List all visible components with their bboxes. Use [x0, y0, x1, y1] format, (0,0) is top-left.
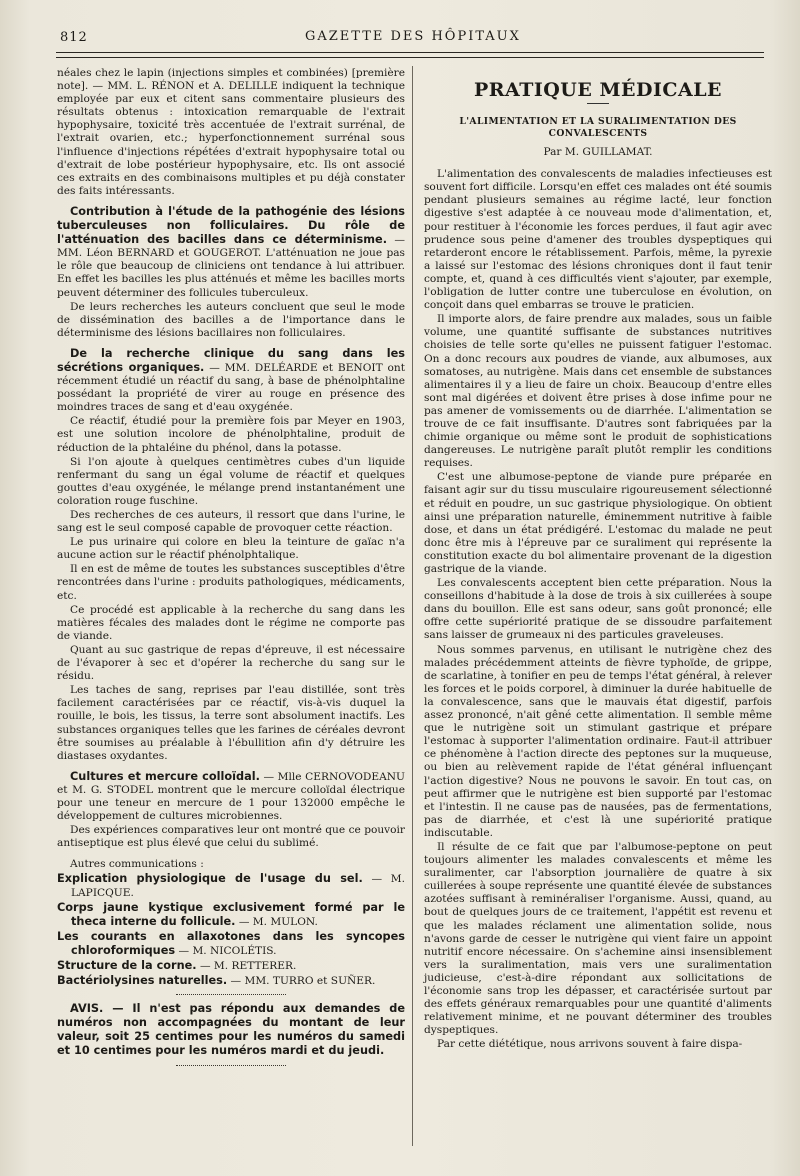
paragraph: Ce réactif, étudié pour la première fois par Meyer en 1903, est une solution incolore de phénolphtaline, produit de réduction de la phtaléine du phénol, dans la potasse. [57, 415, 405, 454]
paragraph [57, 205, 405, 300]
notice-paragraph [57, 1002, 405, 1058]
notice-text: — Il n'est pas répondu aux demandes de numéros non accompagnées du montant de leur valeur, soit 25 centimes pour les numéros du samedi et 10 centimes pour les numéros mardi et du jeudi. [57, 1002, 405, 1058]
communication-author: — M. NICOLÉTIS. [175, 944, 277, 957]
article-title: L'ALIMENTATION ET LA SURALIMENTATION DES CONVALESCENTS [459, 116, 737, 140]
left-column [57, 67, 405, 1073]
paragraph: De leurs recherches les auteurs concluent que seul le mode de dissémination des bacilles a de l'importance dans le déterminisme des lésions bacillaires non folliculaires. [57, 300, 405, 339]
notice-label: AVIS. [70, 1002, 104, 1016]
header-rule [56, 52, 764, 53]
paragraph: Il importe alors, de faire prendre aux malades, sous un faible volume, une quantité suffisante de substances nutritives choisies de telle sorte qu'elles ne puissent fatiguer l'estomac. On a donc recours aux poudres de viande, aux albumoses, aux somatoses, au nutrigène. Mais dans cet ensemble de substances alimentaires il y a lieu de faire un choix. Beaucoup d'entre elles sont mal digérées et doivent être prises à dose infime pour ne pas amener de vomissements ou de diarrhée. L'alimentation se trouve de ce fait insuffisante. D'autres sont fabriquées par la chimie organique ou même sont le produit de sophistications dangereuses. Le nutrigène paraît plutôt remplir les conditions requises. [424, 313, 772, 470]
paragraph: Les convalescents acceptent bien cette préparation. Nous la conseillons d'habitude à la dose de trois à six cuillerées à soupe dans du bouillon. Elle est sans odeur, sans goût prononcé; elle offre cette supériorité pratique de se dissoudre parfaitement sans laisser de grumeaux ni des particules graveleuses. [424, 577, 772, 642]
paragraph: Le pus urinaire qui colore en bleu la teinture de gaïac n'a aucune action sur le réactif phénolphtalique. [57, 536, 405, 562]
communication-title: Explication physiologique de l'usage du sel. [57, 872, 363, 886]
communication-title: Les courants en allaxotones dans les syncopes chloroformiques [57, 929, 405, 957]
paragraph: Quant au suc gastrique de repas d'épreuve, il est nécessaire de l'évaporer à sec et d'opérer la recherche du sang sur le résidu. [57, 643, 405, 683]
paragraph: Des expériences comparatives leur ont montré que ce pouvoir antiseptique est plus élevé que celui du sublimé. [57, 824, 405, 850]
communication-author: — M. LAPICQUE. [71, 873, 406, 899]
paragraph-text: — Mlle CERNOVODEANU et M. G. STODEL montrent que le mercure colloïdal électrique pour une teneur en mercure de 1 pour 132000 empêche le développement de cultures microbiennes. [57, 770, 405, 823]
paragraph: Il résulte de ce fait que par l'albumose-peptone on peut toujours alimenter les malades convalescents et même les suralimenter, car l'absorption journalière de quatre à six cuillerées à soupe représente une quantité élevée de substances azotées suffisant à reminéraliser l'organisme. Aussi, quand, au bout de quelques jours de ce traitement, l'appétit est revenu et que les malades réclament une alimentation solide, nous n'avons garde de cesser le nutrigène qui vient faire un appoint nutritif encore nécessaire. On s'achemine ainsi insensiblement vers la suralimentation, mais vers une suralimentation judicieuse, c'est-à-dire répondant aux sollicitations de l'économie sans trop les dépasser, et caractérisée surtout par des effets généraux remarquables pour une quantité d'aliments relativement minime, et ne pouvant déterminer des troubles dyspeptiques. [424, 840, 772, 1037]
communication-title: Corps jaune kystique exclusivement formé par le theca interne du follicule. [57, 900, 405, 928]
paragraph [57, 347, 405, 414]
paragraph [57, 67, 405, 198]
paragraph-text: néales chez le lapin (injections simples et combinées) [première note]. — MM. L. RÉNON et A. DELILLE indiquent la technique employée par eux et citent sans commentaire plusieurs des résultats obtenus : intoxication remarquable de l'extrait hypophysaire, toxicité très accentuée de l'extrait surrénal, de l'extrait ovarien, etc.; hyperfonctionnement surrénal sous l'influence d'injections répétées d'extrait hypophysaire total ou d'extrait de lobe postérieur hypophysaire, etc. Ils ont associé ces extraits en des combinaisons multiples et pu déjà constater des faits intéressants. [57, 67, 405, 197]
paragraph: C'est une albumose-peptone de viande pure préparée en faisant agir sur du tissu musculaire rigoureusement sélectionné et réduit en poudre, un suc gastrique physiologique. On obtient ainsi une préparation naturelle, éminemment nutritive à faible dose, et dans un état prédigéré. L'estomac du malade ne peut donc être mis à l'épreuve par ce suraliment qui représente la constitution exacte du bol alimentaire provenant de la digestion gastrique de la viande. [424, 471, 772, 575]
paragraph-lead: Cultures et mercure colloïdal. [70, 769, 260, 783]
paragraph: Il en est de même de toutes les substances susceptibles d'être rencontrées dans l'urine : produits pathologiques, médicaments, etc. [57, 563, 405, 602]
paragraph: Par cette diététique, nous arrivons souvent à faire dispa- [437, 1038, 743, 1051]
paragraph: Les taches de sang, reprises par l'eau distillée, sont très facilement caractérisées par ce réactif, vis-à-vis duquel la rouille, le bois, les tissus, la terre sont absolument inactifs. Les substances organiques telles que les farines de céréales devront être soumises au préalable à l'ébullition afin d'y détruire les diastases oxydantes. [57, 684, 405, 762]
byline: Par M. GUILLAMAT. [543, 146, 653, 159]
paragraph-text: — MM. DELÉARDE et BENOIT ont récemment étudié un réactif du sang, à base de phénolphtaline possédant la propriété de virer au rouge en présence des moindres traces de sang et d'eau oxygénée. [57, 361, 406, 414]
list-item [57, 974, 405, 988]
paragraph [57, 770, 405, 823]
paragraph: Si l'on ajoute à quelques centimètres cubes d'un liquide renfermant du sang un égal volume de réactif et quelques gouttes d'eau oxygénée, le mélange prend instantanément une coloration rouge fuschine. [57, 455, 405, 507]
communication-author: — M. RETTERER. [196, 960, 297, 972]
communication-title: Bactériolysines naturelles. [57, 974, 228, 988]
communications-list [57, 872, 405, 988]
list-item [57, 901, 405, 929]
column-divider [412, 66, 413, 1146]
paragraph-lead: Contribution à l'étude de la pathogénie des lésions tuberculeuses non folliculaires. Du rôle de l'atténuation des bacilles dans ce déterminisme. [57, 204, 405, 247]
paragraph-lead: De la recherche clinique du sang dans les sécrétions organiques. [57, 346, 405, 374]
paragraph: Des recherches de ces auteurs, il ressort que dans l'urine, le sang est le seul composé capable de provoquer cette réaction. [57, 509, 405, 535]
separator-rule [176, 994, 286, 995]
section-title: PRATIQUE MÉDICALE [473, 79, 723, 101]
separator-rule [176, 1065, 286, 1066]
right-column [424, 79, 772, 1052]
header-rule-thin [56, 57, 764, 58]
title-dash [587, 103, 609, 104]
other-communications-label: Autres communications : [70, 858, 204, 871]
running-title: GAZETTE DES HÔPITAUX [305, 29, 521, 44]
list-item [57, 872, 405, 899]
communication-author: — MM. TURRO et SUÑER. [227, 975, 376, 988]
communication-title: Structure de la corne. [57, 959, 197, 972]
paragraph: Ce procédé est applicable à la recherche du sang dans les matières fécales des malades dont le régime ne comporte pas de viande. [57, 603, 405, 642]
communication-author: — M. MULON. [235, 915, 318, 928]
paragraph: Nous sommes parvenus, en utilisant le nutrigène chez des malades précédemment atteints de fièvre typhoïde, de grippe, de scarlatine, à tonifier en peu de temps l'état général, à relever les forces et le poids corporel, à diminuer la durée habituelle de la convalescence, sans que le mauvais état digestif, parfois assez prononcé, n'ait gêné cette alimentation. Il semble même que le nutrigène soit un stimulant gastrique et prépare l'estomac à supporter l'alimentation ordinaire. Faut-il attribuer ce phénomène à l'action directe des peptones sur la muqueuse, ou bien au relèvement rapide de l'état général influençant l'action digestive? Nous ne pouvons le savoir. En tout cas, on peut affirmer que le nutrigène est bien supporté par l'estomac et l'intestin. Il ne cause pas de nausées, pas de fermentations, pas de diarrhée, et c'est là une supériorité pratique indiscutable. [424, 643, 772, 839]
paragraph: L'alimentation des convalescents de maladies infectieuses est souvent fort difficile. Lorsqu'en effet ces malades ont été soumis pendant plusieurs semaines au régime lacté, leur fonction digestive s'est adaptée à ce nouveau mode d'alimentation, et, pour restituer à l'économie les forces perdues, il faut agir avec prudence sous peine d'amener des troubles dyspeptiques qui retarderont encore le rétablissement. Parfois, même, la pyrexie a laissé sur l'estomac des lésions chroniques dont il faut tenir compte, et, quand à ces difficultés vient s'ajouter, par exemple, l'obligation de lutter contre une tuberculose en évolution, on conçoit dans quel embarras se trouve le praticien. [424, 168, 772, 312]
page-number: 812 [60, 30, 88, 45]
list-item [57, 930, 405, 958]
paragraph-text: — MM. Léon BERNARD et GOUGEROT. L'atténuation ne joue pas le rôle que beaucoup de cliniciens ont tendance à lui attribuer. En effet les bacilles les plus atténués et même les bacilles morts peuvent déterminer des follicules tuberculeux. [57, 234, 405, 299]
list-item [57, 959, 405, 973]
